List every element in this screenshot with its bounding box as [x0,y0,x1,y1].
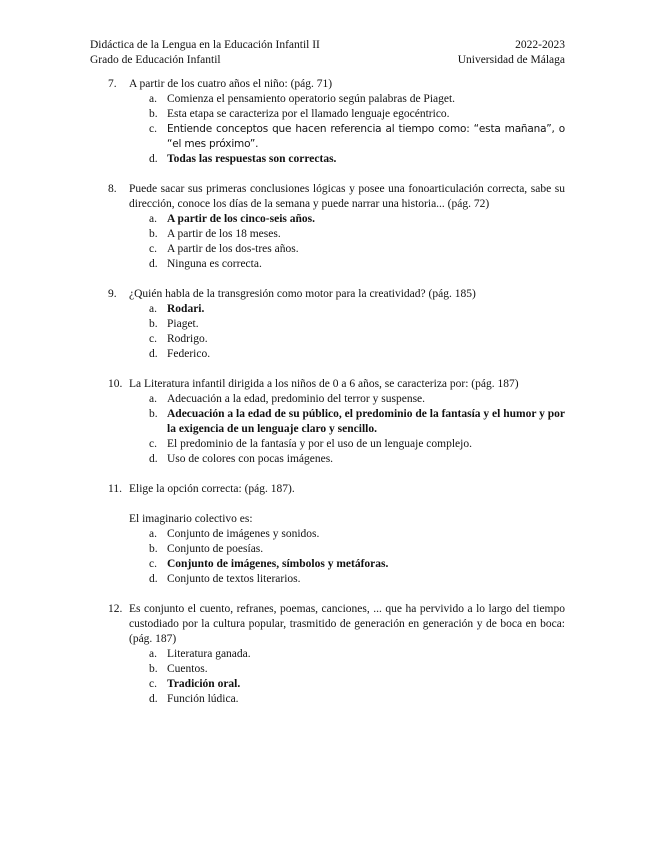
page-header [90,38,565,68]
option-letter: b. [149,543,158,555]
question-12 [108,602,565,707]
question-number: 9. [108,288,117,300]
option-letter: a. [149,93,157,105]
option-text: Cuentos. [167,663,208,675]
option-letter: a. [149,213,157,225]
option-b-correct [108,407,565,437]
option-letter: a. [149,393,157,405]
option-text: El predominio de la fantasía y por el uso de un lenguaje complejo. [167,438,472,450]
option-text: A partir de los 18 meses. [167,228,281,240]
option-c [108,122,565,152]
question-9 [108,287,565,362]
option-letter: a. [149,528,157,540]
option-b [108,107,565,122]
option-text: A partir de los dos-tres años. [167,243,299,255]
correct-answer: Todas las respuestas son correctas. [167,153,337,165]
option-d [108,452,565,467]
question-text: A partir de los cuatro años el niño: (pág. 71) [129,78,333,90]
option-c-correct [108,677,565,692]
option-letter: c. [149,123,157,135]
question-number: 11. [108,483,122,495]
option-b [108,227,565,242]
option-c [108,437,565,452]
question-number: 10. [108,378,123,390]
correct-answer: A partir de los cinco-seis años. [167,213,316,225]
option-a-correct [108,212,565,227]
option-c [108,332,565,347]
correct-answer: Conjunto de imágenes, símbolos y metáforas. [167,558,389,570]
option-text: Conjunto de poesías. [167,543,264,555]
option-d [108,257,565,272]
option-letter: b. [149,228,158,240]
option-letter: c. [149,678,157,690]
option-c-correct [108,557,565,572]
option-letter: b. [149,663,158,675]
option-letter: a. [149,648,157,660]
option-letter: c. [149,438,157,450]
question-8 [108,182,565,272]
header-row-2 [90,53,565,68]
option-a [108,647,565,662]
correct-answer: Adecuación a la edad de su público, el predominio de la fantasía y el humor y por la exigencia de un lenguaje claro y sencillo. [167,408,565,435]
university-name: Universidad de Málaga [457,54,565,66]
question-11 [108,482,565,587]
question-text: Puede sacar sus primeras conclusiones lógicas y posee una fonoarticulación correcta, sabe su dirección, conoce los días de la semana y puede narrar una historia... (pág. 72) [129,183,565,210]
option-text: Comienza el pensamiento operatorio según palabras de Piaget. [167,93,456,105]
degree-name: Grado de Educación Infantil [90,54,221,66]
option-text: Esta etapa se caracteriza por el llamado lenguaje egocéntrico. [167,108,450,120]
option-a [108,527,565,542]
option-text: Piaget. [167,318,199,330]
option-d [108,692,565,707]
question-10 [108,377,565,467]
option-letter: b. [149,408,158,420]
option-a [108,392,565,407]
option-text: Uso de colores con pocas imágenes. [167,453,334,465]
option-letter: d. [149,573,158,585]
question-7 [108,77,565,167]
option-text: Federico. [167,348,211,360]
option-d [108,347,565,362]
option-letter: c. [149,243,157,255]
option-b [108,542,565,557]
option-a-correct [108,302,565,317]
option-letter: d. [149,258,158,270]
option-letter: a. [149,303,157,315]
option-text: Entiende conceptos que hacen referencia al tiempo como: “esta mañana”, o “el mes próximo”. [167,123,565,150]
option-letter: d. [149,453,158,465]
question-text: ¿Quién habla de la transgresión como motor para la creatividad? (pág. 185) [129,288,476,300]
option-text: Conjunto de imágenes y sonidos. [167,528,320,540]
option-letter: d. [149,693,158,705]
correct-answer: Tradición oral. [167,678,241,690]
option-letter: d. [149,153,158,165]
question-text: Es conjunto el cuento, refranes, poemas, canciones, ... que ha pervivido a lo largo del tiempo custodiado por la cultura popular, trasmitido de generación en generación y de boca en boca: (pág. 187) [129,603,565,645]
option-a [108,92,565,107]
course-title: Didáctica de la Lengua en la Educación Infantil II [90,39,320,51]
question-number: 7. [108,78,117,90]
question-text: La Literatura infantil dirigida a los niños de 0 a 6 años, se caracteriza por: (pág. 187) [129,378,519,390]
option-b [108,317,565,332]
option-d [108,572,565,587]
question-text: Elige la opción correcta: (pág. 187). [129,483,295,495]
option-letter: c. [149,558,157,570]
option-text: Ninguna es correcta. [167,258,262,270]
questions-list [108,77,565,722]
header-row-1 [90,38,565,53]
question-sub-prompt: El imaginario colectivo es: [129,513,253,525]
question-number: 12. [108,603,123,615]
correct-answer: Rodari. [167,303,205,315]
option-d-correct [108,152,565,167]
option-text: Literatura ganada. [167,648,251,660]
option-letter: c. [149,333,157,345]
option-letter: d. [149,348,158,360]
option-text: Conjunto de textos literarios. [167,573,301,585]
question-number: 8. [108,183,117,195]
option-letter: b. [149,318,158,330]
option-text: Adecuación a la edad, predominio del terror y suspense. [167,393,426,405]
option-c [108,242,565,257]
option-text: Rodrigo. [167,333,208,345]
option-b [108,662,565,677]
option-text: Función lúdica. [167,693,239,705]
academic-year: 2022-2023 [515,39,565,51]
option-letter: b. [149,108,158,120]
